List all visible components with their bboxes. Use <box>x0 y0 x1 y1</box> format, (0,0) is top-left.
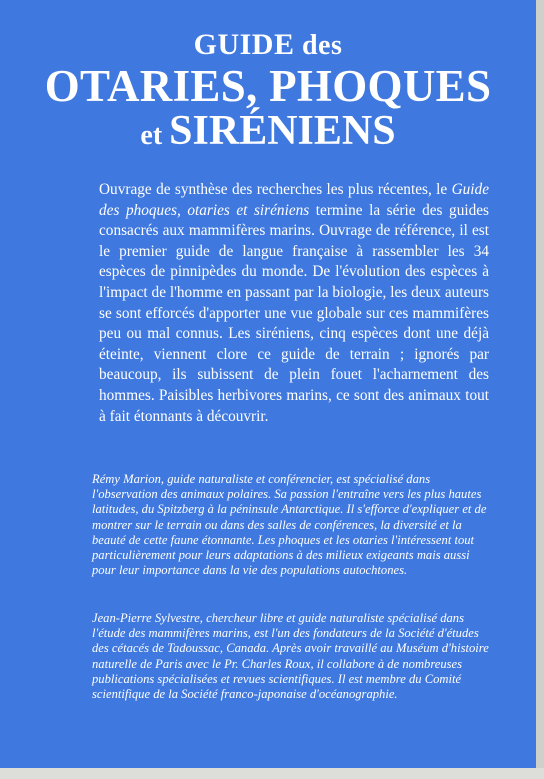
description-part-2: termine la série des guides consacrés aux mammifères marins. Ouvrage de référence, il est le premier guide de langue française à rassembler les 34 espèces de pinnipèdes du monde. De l'évolution des espèces à l'impact de l'homme en passant par la biologie, les deux auteurs se sont efforcés d'apporter une vue globale sur ces mammifères peu ou mal connus. Les siréniens, cinq espèces dont une déjà éteinte, viennent clore ce guide de terrain ; ignorés par beaucoup, ils subissent de plein fouet l'acharnement des hommes. Paisibles herbivores marins, ce sont des animaux tout à fait étonnants à découvrir. <box>99 201 489 425</box>
title-des: des <box>294 30 343 61</box>
author-bio-marion <box>92 472 496 578</box>
page-edge-right <box>536 0 544 779</box>
page-edge-bottom <box>0 768 544 779</box>
author-bio-sylvestre <box>92 611 496 702</box>
title-et: et <box>140 120 170 151</box>
title-line-3 <box>0 110 536 154</box>
book-description <box>99 180 489 427</box>
description-paragraph <box>99 180 489 427</box>
author-bio-marion-text: Rémy Marion, guide naturaliste et conférencier, est spécialisé dans l'observation des animaux polaires. Sa passion l'entraîne vers les plus hautes latitudes, du Spitzberg à la péninsule Antarctique. Il s'efforce d'expliquer et de montrer sur le terrain ou dans des salles de conférences, la diversité et la beauté de cette faune étonnante. Les phoques et les otaries l'intéressent tout particulièrement pour leurs adaptations à des milieux exigeants mais aussi pour leur importance dans la vie des populations autochtones. <box>92 472 487 578</box>
title-line-1 <box>0 30 536 64</box>
title-guide: GUIDE <box>193 28 295 61</box>
description-part-1: Ouvrage de synthèse des recherches les plus récentes, le <box>99 181 452 198</box>
title-sireniens: SIRÉNIENS <box>169 108 396 154</box>
title-line-2: OTARIES, PHOQUES <box>44 61 492 111</box>
author-bio-sylvestre-text: Jean-Pierre Sylvestre, chercheur libre et guide naturaliste spécialisé dans l'étude des mammifères marins, est l'un des fondateurs de la Société d'études des cétacés de Tadoussac, Canada. Après avoir travaillé au Muséum d'histoire naturelle de Paris avec le Pr. Charles Roux, il collabore à de nombreuses publications spécialisées et revues scientifiques. Il est membre du Comité scientifique de la Société franco-japonaise d'océanographie. <box>92 611 489 702</box>
book-title <box>0 30 536 154</box>
description-italic-title: Guide des phoques, otaries et siréniens <box>99 181 489 219</box>
